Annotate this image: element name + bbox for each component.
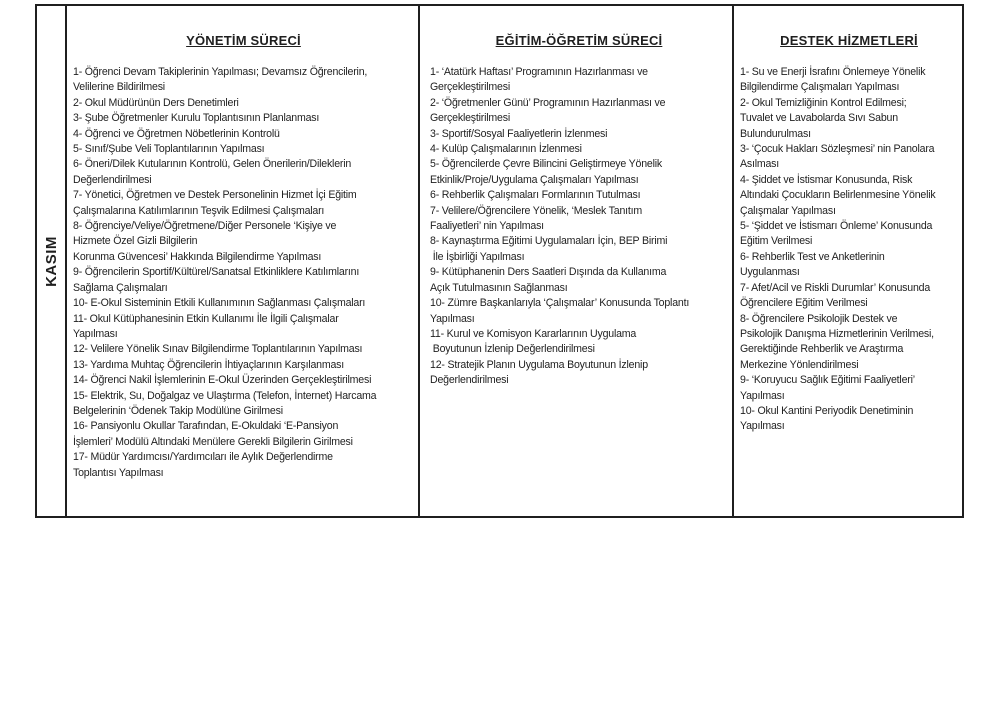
- text-line: İşlemleri’ Modülü Altındaki Menülere Gerekli Bilgilerin Girilmesi: [73, 435, 353, 448]
- text-line: 6- Rehberlik Çalışmaları Formlarının Tutulması: [430, 189, 641, 202]
- text-line: Çalışmalar Yapılması: [740, 204, 836, 217]
- month-row-header-cell: [37, 6, 67, 516]
- text-line: Açık Tutulmasının Sağlanması: [430, 281, 568, 294]
- text-line: Öğrencilere Eğitim Verilmesi: [740, 297, 868, 310]
- text-line: 4- Şiddet ve İstismar Konusunda, Risk: [740, 173, 913, 186]
- text-line: Belgelerinin ‘Ödenek Takip Modülüne Girilmesi: [73, 404, 283, 417]
- column-support-services: [734, 6, 962, 516]
- text-line: 3- Sportif/Sosyal Faaliyetlerin İzlenmesi: [430, 127, 608, 140]
- text-line: 12- Velilere Yönelik Sınav Bilgilendirme Toplantılarının Yapılması: [73, 343, 363, 356]
- text-line: 3- ‘Çocuk Hakları Sözleşmesi’ nin Panolara: [740, 143, 935, 156]
- text-line: Yapılması: [430, 312, 475, 325]
- text-line: 8- Kaynaştırma Eğitimi Uygulamaları İçin, BEP Birimi: [430, 235, 668, 248]
- text-line: Etkinlik/Proje/Uygulama Çalışmaları Yapılması: [430, 173, 639, 186]
- text-line: Yapılması: [740, 420, 785, 433]
- column-header-management-process: YÖNETİM SÜRECİ: [186, 33, 301, 48]
- text-line: 14- Öğrenci Nakil İşlemlerinin E-Okul Üzerinden Gerçekleştirilmesi: [73, 374, 372, 387]
- text-line: 15- Elektrik, Su, Doğalgaz ve Ulaştırma (Telefon, İnternet) Harcama: [73, 389, 377, 402]
- column-body-education-teaching-process: [430, 65, 728, 389]
- text-line: Toplantısı Yapılması: [73, 466, 164, 479]
- text-line: Değerlendirilmesi: [430, 374, 509, 387]
- text-line: Çalışmalarına Katılımlarının Teşvik Edilmesi Çalışmaları: [73, 204, 325, 217]
- text-line: Korunma Güvencesi’ Hakkında Bilgilendirme Yapılması: [73, 250, 322, 263]
- text-line: 7- Velilere/Öğrencilere Yönelik, ‘Meslek Tanıtım: [430, 204, 642, 217]
- text-line: 12- Stratejik Planın Uygulama Boyutunun İzlenip: [430, 358, 648, 371]
- text-line: 2- Okul Müdürünün Ders Denetimleri: [73, 96, 239, 109]
- text-line: 5- Sınıf/Şube Veli Toplantılarının Yapılması: [73, 143, 265, 156]
- text-line: 5- Öğrencilerde Çevre Bilincini Geliştirmeye Yönelik: [430, 158, 662, 171]
- column-body-management-process: [73, 65, 414, 481]
- column-header-support-services: DESTEK HİZMETLERİ: [780, 33, 918, 48]
- text-line: 8- Öğrencilere Psikolojik Destek ve: [740, 312, 898, 325]
- text-line: Gerçekleştirilmesi: [430, 112, 510, 125]
- text-line: 1- Öğrenci Devam Takiplerinin Yapılması; Devamsız Öğrencilerin,: [73, 66, 368, 78]
- text-line: Uygulanması: [740, 266, 800, 279]
- text-line: 9- Kütüphanenin Ders Saatleri Dışında da Kullanıma: [430, 266, 667, 279]
- text-line: 8- Öğrenciye/Veliye/Öğretmene/Diğer Personele ‘Kişiye ve: [73, 220, 337, 233]
- text-line: 9- ‘Koruyucu Sağlık Eğitimi Faaliyetleri’: [740, 374, 915, 387]
- text-line: 7- Yönetici, Öğretmen ve Destek Personelinin Hizmet İçi Eğitim: [73, 189, 357, 202]
- text-line: Altındaki Çocukların Belirlenmesine Yönelik: [740, 189, 936, 202]
- text-line: 7- Afet/Acil ve Riskli Durumlar’ Konusunda: [740, 281, 931, 294]
- text-line: 9- Öğrencilerin Sportif/Kültürel/Sanatsal Etkinliklere Katılımlarını: [73, 266, 360, 279]
- text-line: 11- Kurul ve Komisyon Kararlarının Uygulama: [430, 327, 637, 340]
- text-line: 1- ‘Atatürk Haftası’ Programının Hazırlanması ve: [430, 66, 648, 78]
- column-education-teaching-process: [420, 6, 734, 516]
- month-label: KASIM: [42, 235, 60, 287]
- text-line: 10- Zümre Başkanlarıyla ‘Çalışmalar’ Konusunda Toplantı: [430, 297, 690, 310]
- text-line: Boyutunun İzlenip Değerlendirilmesi: [430, 343, 595, 356]
- text-line: Bilgilendirme Çalışmaları Yapılması: [740, 81, 900, 94]
- text-line: Merkezine Yönlendirilmesi: [740, 358, 859, 371]
- text-line: Eğitim Verilmesi: [740, 235, 813, 248]
- text-line: 2- Okul Temizliğinin Kontrol Edilmesi;: [740, 96, 907, 109]
- text-line: 11- Okul Kütüphanesinin Etkin Kullanımı İle İlgili Çalışmalar: [73, 312, 339, 325]
- text-line: Yapılması: [740, 389, 785, 402]
- text-line: Bulundurulması: [740, 127, 811, 140]
- text-line: 3- Şube Öğretmenler Kurulu Toplantısının Planlanması: [73, 112, 320, 125]
- column-header-education-teaching-process: EĞİTİM-ÖĞRETİM SÜRECİ: [495, 33, 663, 48]
- text-line: 6- Öneri/Dilek Kutularının Kontrolü, Gelen Önerilerin/Dileklerin: [73, 158, 352, 171]
- text-line: 6- Rehberlik Test ve Anketlerinin: [740, 250, 885, 263]
- text-line: Psikolojik Danışma Hizmetlerinin Verilmesi,: [740, 327, 934, 340]
- text-line: Hizmete Özel Gizli Bilgilerin: [73, 235, 198, 248]
- text-line: Gerçekleştirilmesi: [430, 81, 510, 94]
- text-line: Gerektiğinde Rehberlik ve Araştırma: [740, 343, 904, 356]
- monthly-plan-table: [35, 4, 964, 518]
- text-line: Yapılması: [73, 327, 118, 340]
- text-line: İle İşbirliği Yapılması: [430, 250, 525, 263]
- text-line: 13- Yardıma Muhtaç Öğrencilerin İhtiyaçlarının Karşılanması: [73, 358, 345, 371]
- text-line: Değerlendirilmesi: [73, 173, 152, 186]
- text-line: Velilerine Bildirilmesi: [73, 81, 165, 94]
- text-line: Sağlama Çalışmaları: [73, 281, 168, 294]
- text-line: 4- Kulüp Çalışmalarının İzlenmesi: [430, 143, 582, 156]
- column-body-support-services: [740, 65, 958, 435]
- text-line: 10- E-Okul Sisteminin Etkili Kullanımının Sağlanması Çalışmaları: [73, 297, 366, 310]
- text-line: 10- Okul Kantini Periyodik Denetiminin: [740, 404, 914, 417]
- text-line: 1- Su ve Enerji İsrafını Önlemeye Yönelik: [740, 66, 926, 78]
- text-line: 5- ‘Şiddet ve İstismarı Önleme’ Konusunda: [740, 220, 933, 233]
- text-line: 16- Pansiyonlu Okullar Tarafından, E-Okuldaki ‘E-Pansiyon: [73, 420, 339, 433]
- text-line: 4- Öğrenci ve Öğretmen Nöbetlerinin Kontrolü: [73, 127, 280, 140]
- text-line: Asılması: [740, 158, 780, 171]
- text-line: 17- Müdür Yardımcısı/Yardımcıları ile Aylık Değerlendirme: [73, 451, 333, 464]
- text-line: Faaliyetleri’ nin Yapılması: [430, 220, 544, 233]
- column-management-process: [67, 6, 420, 516]
- text-line: Tuvalet ve Lavabolarda Sıvı Sabun: [740, 112, 898, 125]
- text-line: 2- ‘Öğretmenler Günü’ Programının Hazırlanması ve: [430, 96, 666, 109]
